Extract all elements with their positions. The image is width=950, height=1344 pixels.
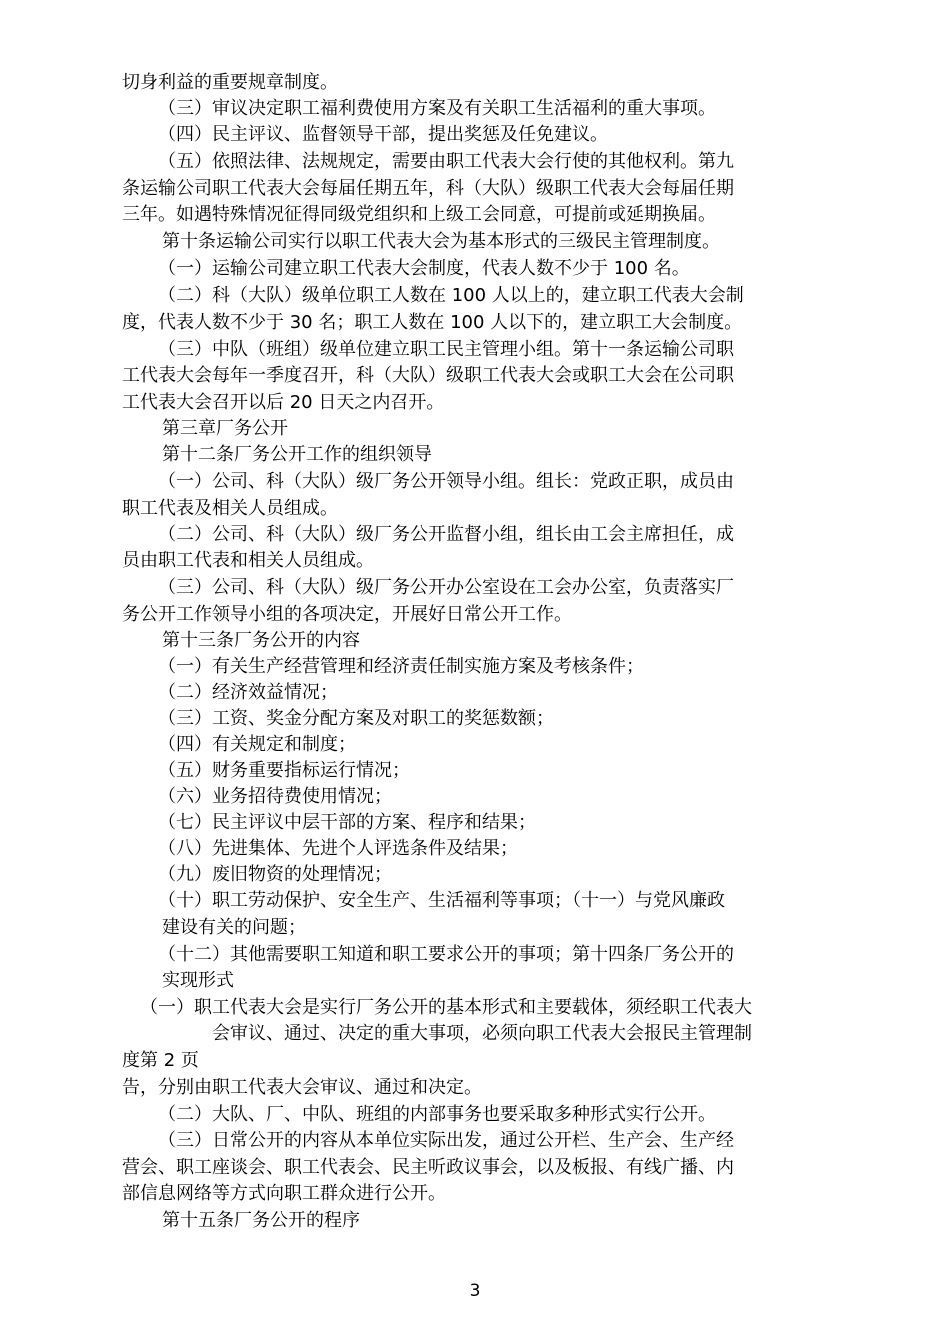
text-line: 部信息网络等方式向职工群众进行公开。 <box>122 1183 446 1204</box>
text-line: （二）大队、厂、中队、班组的内部事务也要采取多种形式实行公开。 <box>158 1104 716 1125</box>
text-line: （一）公司、科（大队）级厂务公开领导小组。组长：党政正职，成员由 <box>158 471 734 492</box>
text-line: （三）公司、科（大队）级厂务公开办公室设在工会办公室，负责落实厂 <box>158 577 734 598</box>
text-line: （十二）其他需要职工知道和职工要求公开的事项；第十四条厂务公开的 <box>158 944 734 965</box>
text-line: （一）有关生产经营管理和经济责任制实施方案及考核条件； <box>158 656 644 677</box>
text-line: （三）审议决定职工福利费使用方案及有关职工生活福利的重大事项。 <box>158 98 716 119</box>
text-line: 度，代表人数不少于 30 名；职工人数在 100 人以下的，建立职工大会制度。 <box>122 312 743 333</box>
text-line: （四）民主评议、监督领导干部，提出奖惩及任免建议。 <box>158 124 608 145</box>
text-line: 营会、职工座谈会、职工代表会、民主听政议事会，以及板报、有线广播、内 <box>122 1157 734 1178</box>
text-line: （一）职工代表大会是实行厂务公开的基本形式和主要载体，须经职工代表大 <box>140 997 752 1018</box>
text-line: 建设有关的问题； <box>162 917 306 938</box>
text-line: （二）公司、科（大队）级厂务公开监督小组，组长由工会主席担任，成 <box>158 524 734 545</box>
article-heading: 第十二条厂务公开工作的组织领导 <box>162 444 432 465</box>
text-line: 条运输公司职工代表大会每届任期五年，科（大队）级职工代表大会每届任期 <box>122 178 734 199</box>
page-number: 3 <box>469 1281 481 1301</box>
text-line: （八）先进集体、先进个人评选条件及结果； <box>158 838 518 859</box>
text-line: （二）科（大队）级单位职工人数在 100 人以上的，建立职工代表大会制 <box>158 285 744 306</box>
article-heading: 第十三条厂务公开的内容 <box>162 630 360 651</box>
text-line: （七）民主评议中层干部的方案、程序和结果； <box>158 812 536 833</box>
text-line: （三）工资、奖金分配方案及对职工的奖惩数额； <box>158 708 554 729</box>
chapter-heading: 第三章厂务公开 <box>162 418 288 439</box>
text-line: 会审议、通过、决定的重大事项，必须向职工代表大会报民主管理制 <box>212 1023 752 1044</box>
text-line: 务公开工作领导小组的各项决定，开展好日常公开工作。 <box>122 604 572 625</box>
text-line: （四）有关规定和制度； <box>158 734 356 755</box>
text-line: （三）中队（班组）级单位建立职工民主管理小组。第十一条运输公司职 <box>158 339 734 360</box>
text-line: 工代表大会召开以后 20 日天之内召开。 <box>122 392 445 413</box>
text-line: 员由职工代表和相关人员组成。 <box>122 550 374 571</box>
text-line: （五）财务重要指标运行情况； <box>158 760 410 781</box>
text-line: （五）依照法律、法规规定，需要由职工代表大会行使的其他权利。第九 <box>158 151 734 172</box>
text-line: 三年。如遇特殊情况征得同级党组织和上级工会同意，可提前或延期换届。 <box>122 204 716 225</box>
text-line: （九）废旧物资的处理情况； <box>158 864 392 885</box>
text-line: 告，分别由职工代表大会审议、通过和决定。 <box>122 1077 482 1098</box>
text-line: （二）经济效益情况； <box>158 682 338 703</box>
text-line: 实现形式 <box>162 970 234 991</box>
text-line: 度第 2 页 <box>122 1050 199 1071</box>
text-line: （十）职工劳动保护、安全生产、生活福利等事项；（十一）与党风廉政 <box>158 890 725 911</box>
text-line: 第十条运输公司实行以职工代表大会为基本形式的三级民主管理制度。 <box>162 231 720 252</box>
text-line: （一）运输公司建立职工代表大会制度，代表人数不少于 100 名。 <box>158 258 690 279</box>
text-line: 切身利益的重要规章制度。 <box>122 72 338 93</box>
article-heading: 第十五条厂务公开的程序 <box>162 1210 360 1231</box>
text-line: （三）日常公开的内容从本单位实际出发，通过公开栏、生产会、生产经 <box>158 1130 734 1151</box>
text-line: 工代表大会每年一季度召开，科（大队）级职工代表大会或职工大会在公司职 <box>122 365 734 386</box>
text-line: 职工代表及相关人员组成。 <box>122 498 338 519</box>
text-line: （六）业务招待费使用情况； <box>158 786 392 807</box>
